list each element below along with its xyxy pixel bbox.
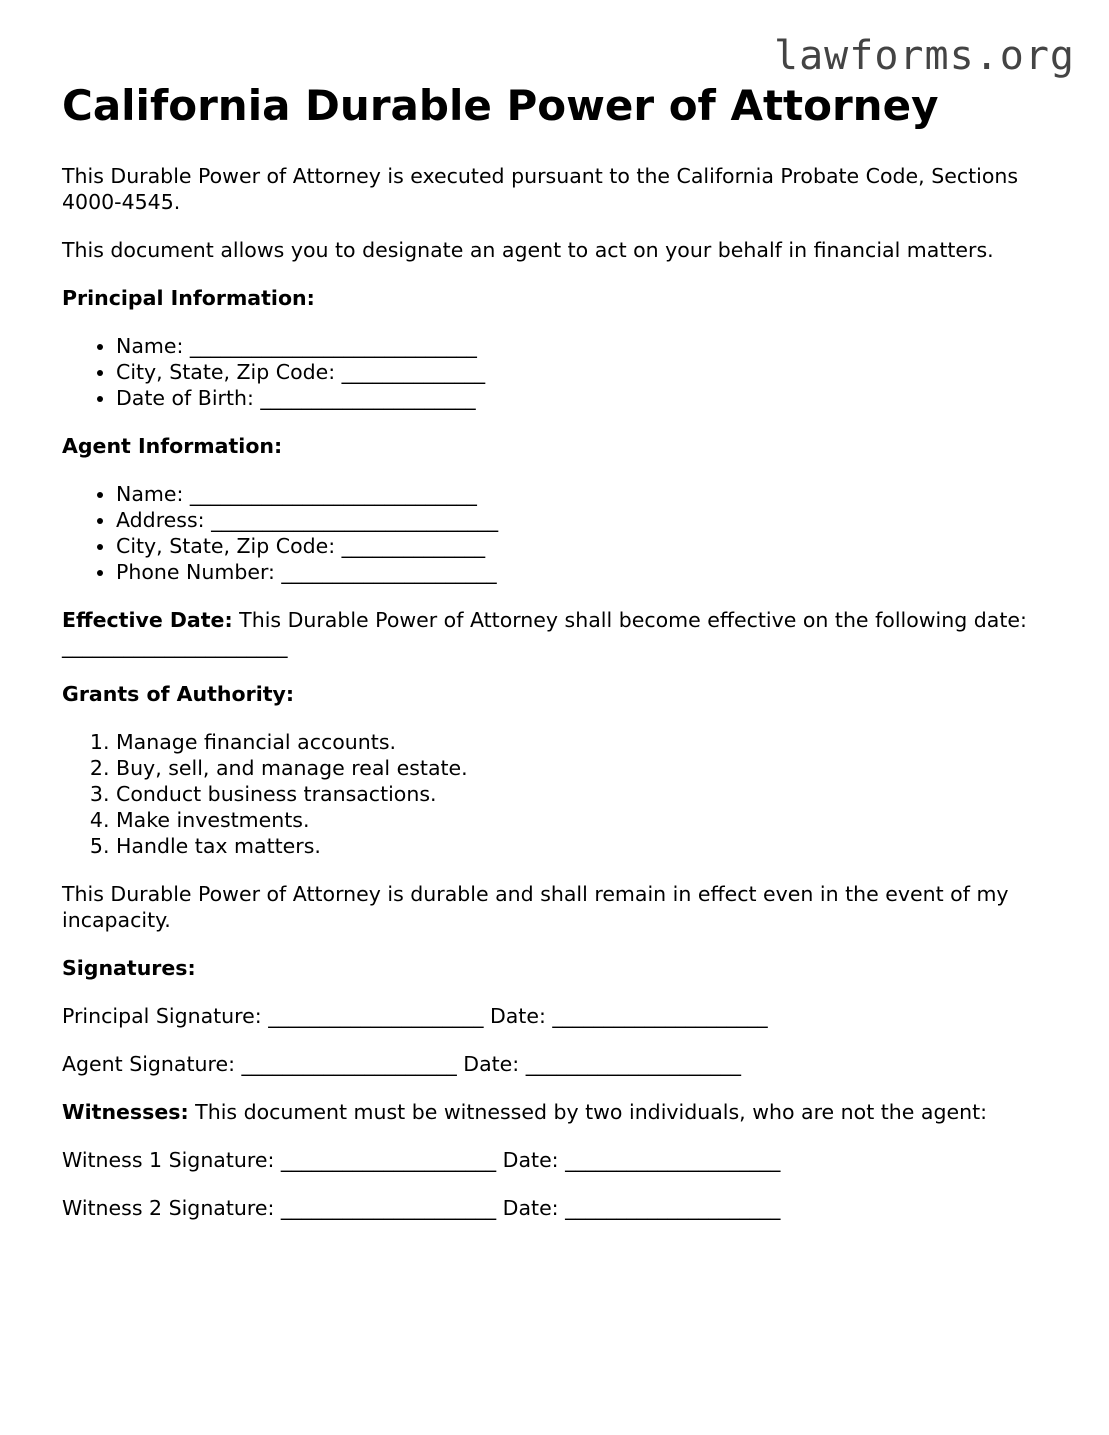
agent-heading: Agent Information:: [62, 434, 283, 458]
witness2-signature-line: Witness 2 Signature: _____________________ Date: _____________________: [62, 1196, 781, 1220]
document-page: [62, 80, 1062, 1243]
principal-signature-line: Principal Signature: _____________________ Date: _____________________: [62, 1004, 768, 1028]
principal-fields-list: [62, 333, 1062, 411]
agent-signature-line: Agent Signature: _____________________ Date: _____________________: [62, 1052, 741, 1076]
agent-name-field: • Name: ____________________________: [116, 481, 1062, 507]
witnesses-label: Witnesses:: [62, 1100, 189, 1124]
agent-city-field: • City, State, Zip Code: ______________: [116, 533, 1062, 559]
grant-item: 5. Handle tax matters.: [116, 833, 1062, 859]
grant-item: 4. Make investments.: [116, 807, 1062, 833]
principal-dob-field: • Date of Birth: _____________________: [116, 385, 1062, 411]
signatures-heading: Signatures:: [62, 956, 196, 980]
grants-list: [62, 729, 1062, 859]
agent-fields-list: [62, 481, 1062, 585]
witness1-signature-line: Witness 1 Signature: _____________________ Date: _____________________: [62, 1148, 781, 1172]
agent-address-field: • Address: ____________________________: [116, 507, 1062, 533]
grant-item: 2. Buy, sell, and manage real estate.: [116, 755, 1062, 781]
effective-date-label: Effective Date:: [62, 608, 233, 632]
intro-paragraph: This Durable Power of Attorney is executed pursuant to the California Probate Code, Sections 4000-4545.: [62, 164, 1019, 214]
grant-item: 3. Conduct business transactions.: [116, 781, 1062, 807]
lawforms-watermark: lawforms.org: [774, 33, 1075, 79]
principal-name-field: • Name: ____________________________: [116, 333, 1062, 359]
grant-item: 1. Manage financial accounts.: [116, 729, 1062, 755]
durability-paragraph: This Durable Power of Attorney is durable and shall remain in effect even in the event of my incapacity.: [62, 882, 1009, 932]
principal-city-field: • City, State, Zip Code: ______________: [116, 359, 1062, 385]
witnesses-paragraph: [62, 1099, 1062, 1125]
effective-date-text: This Durable Power of Attorney shall become effective on the following date: ______________________: [62, 608, 1027, 658]
witnesses-text: This document must be witnessed by two individuals, who are not the agent:: [188, 1100, 988, 1124]
agent-phone-field: • Phone Number: _____________________: [116, 559, 1062, 585]
purpose-paragraph: This document allows you to designate an agent to act on your behalf in financial matters.: [62, 238, 994, 262]
grants-heading: Grants of Authority:: [62, 682, 295, 706]
page-title: California Durable Power of Attorney: [62, 81, 939, 130]
effective-date-paragraph: [62, 607, 1062, 659]
principal-heading: Principal Information:: [62, 286, 315, 310]
